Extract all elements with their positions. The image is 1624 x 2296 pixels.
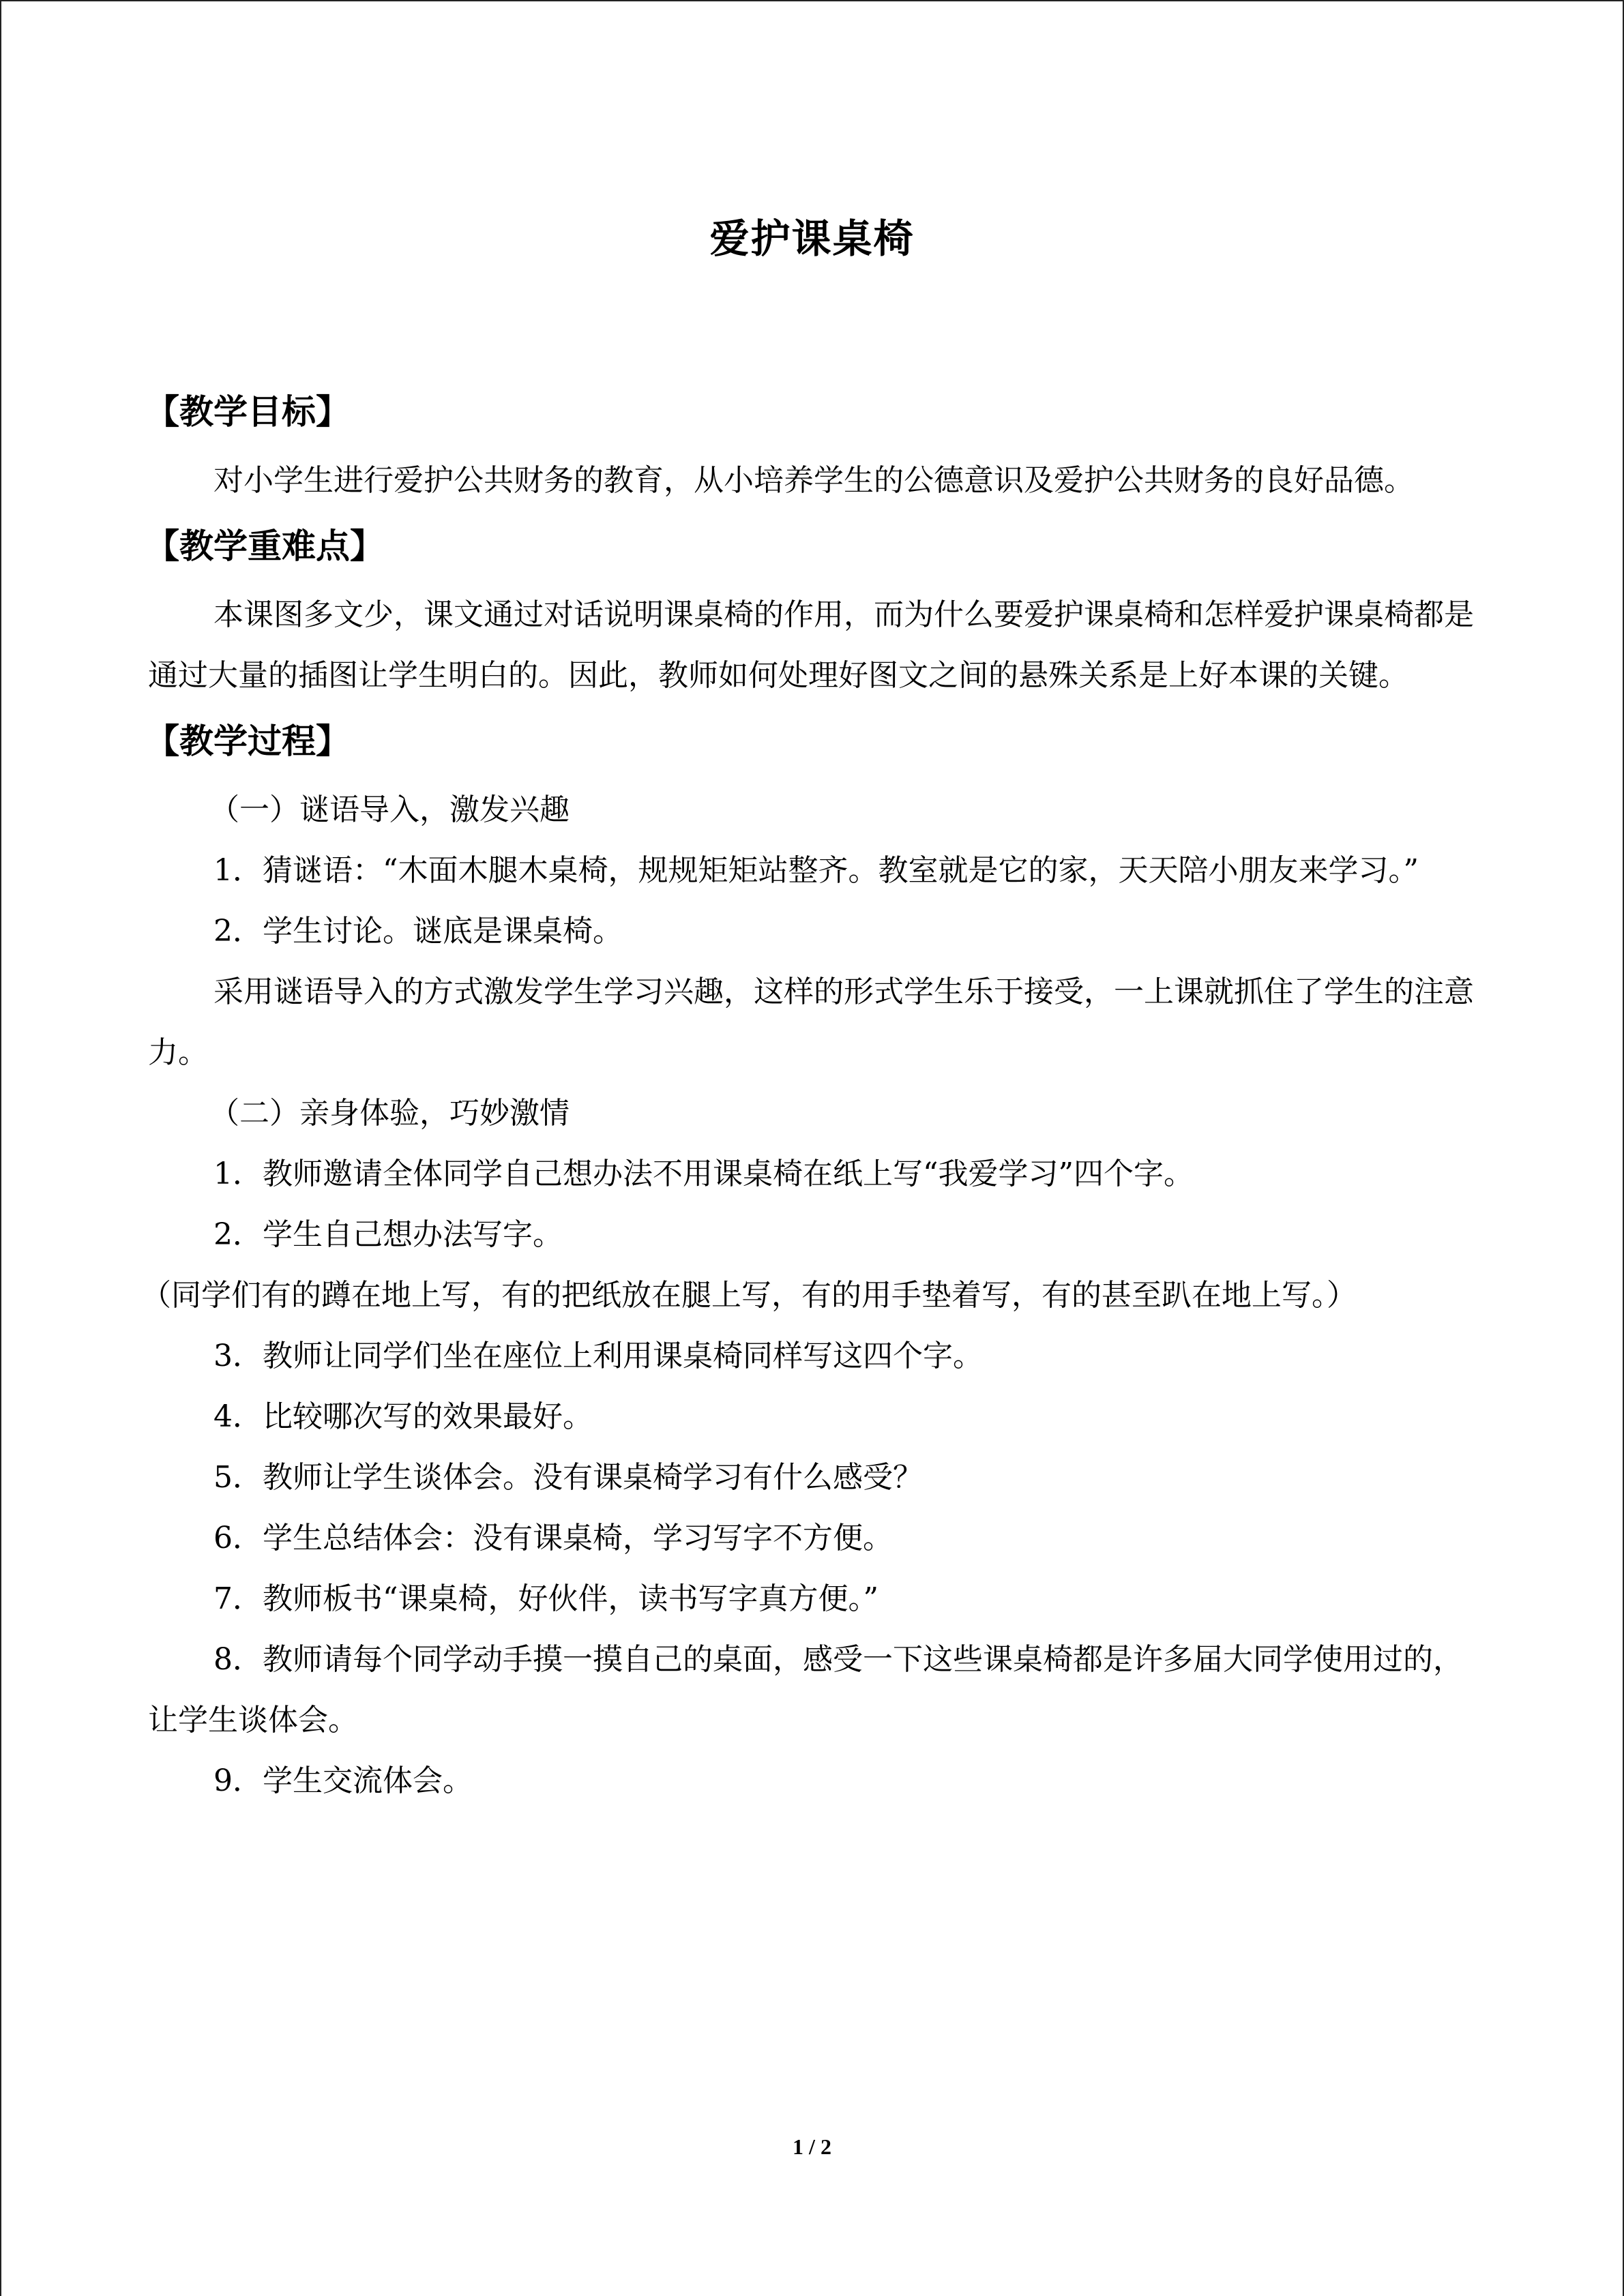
- process-item: 8．教师请每个同学动手摸一摸自己的桌面，感受一下这些课桌椅都是许多届大同学使用过的，让学生谈体会。: [148, 1642, 1463, 1738]
- process-note: （同学们有的蹲在地上写，有的把纸放在腿上写，有的用手垫着写，有的甚至趴在地上写。）: [141, 1278, 1357, 1313]
- process-item: 2．学生讨论。谜底是课桌椅。: [213, 914, 623, 949]
- process-item: 7．教师板书“课桌椅，好伙伴，读书写字真方便。”: [213, 1581, 879, 1616]
- process-subheading-1: （一）谜语导入，激发兴趣: [209, 792, 570, 827]
- process-item: 5．教师让学生谈体会。没有课桌椅学习有什么感受？: [213, 1460, 923, 1495]
- process-item: 9．学生交流体会。: [213, 1763, 473, 1798]
- page-number: 1 / 2: [793, 2134, 831, 2159]
- process-item: 4．比较哪次写的效果最好。: [213, 1399, 593, 1434]
- process-paragraph: 采用谜语导入的方式激发学生学习兴趣，这样的形式学生乐于接受，一上课就抓住了学生的注意力。: [148, 974, 1474, 1070]
- process-item: 1．猜谜语：“木面木腿木桌椅，规规矩矩站整齐。教室就是它的家，天天陪小朋友来学习。”: [213, 853, 1419, 888]
- process-item: 3．教师让同学们坐在座位上利用课桌椅同样写这四个字。: [213, 1339, 983, 1373]
- process-subheading-2: （二）亲身体验，巧妙激情: [209, 1096, 570, 1131]
- objectives-paragraph: 对小学生进行爱护公共财务的教育，从小培养学生的公德意识及爱护公共财务的良好品德。: [213, 463, 1414, 498]
- document-body: [141, 383, 1481, 1811]
- section-heading-objectives: 【教学目标】: [145, 392, 350, 432]
- document-title: 爱护课桌椅: [709, 215, 915, 262]
- process-item: 1．教师邀请全体同学自己想办法不用课桌椅在纸上写“我爱学习”四个字。: [213, 1157, 1194, 1191]
- process-item: 6．学生总结体会：没有课桌椅，学习写字不方便。: [213, 1521, 893, 1555]
- key-points-paragraph: 本课图多文少，课文通过对话说明课桌椅的作用，而为什么要爱护课桌椅和怎样爱护课桌椅都是通过大量的插图让学生明白的。因此，教师如何处理好图文之间的悬殊关系是上好本课的关键。: [148, 597, 1474, 693]
- process-item: 2．学生自己想办法写字。: [213, 1217, 563, 1252]
- section-heading-process: 【教学过程】: [145, 721, 350, 761]
- section-heading-key-points: 【教学重难点】: [145, 526, 384, 566]
